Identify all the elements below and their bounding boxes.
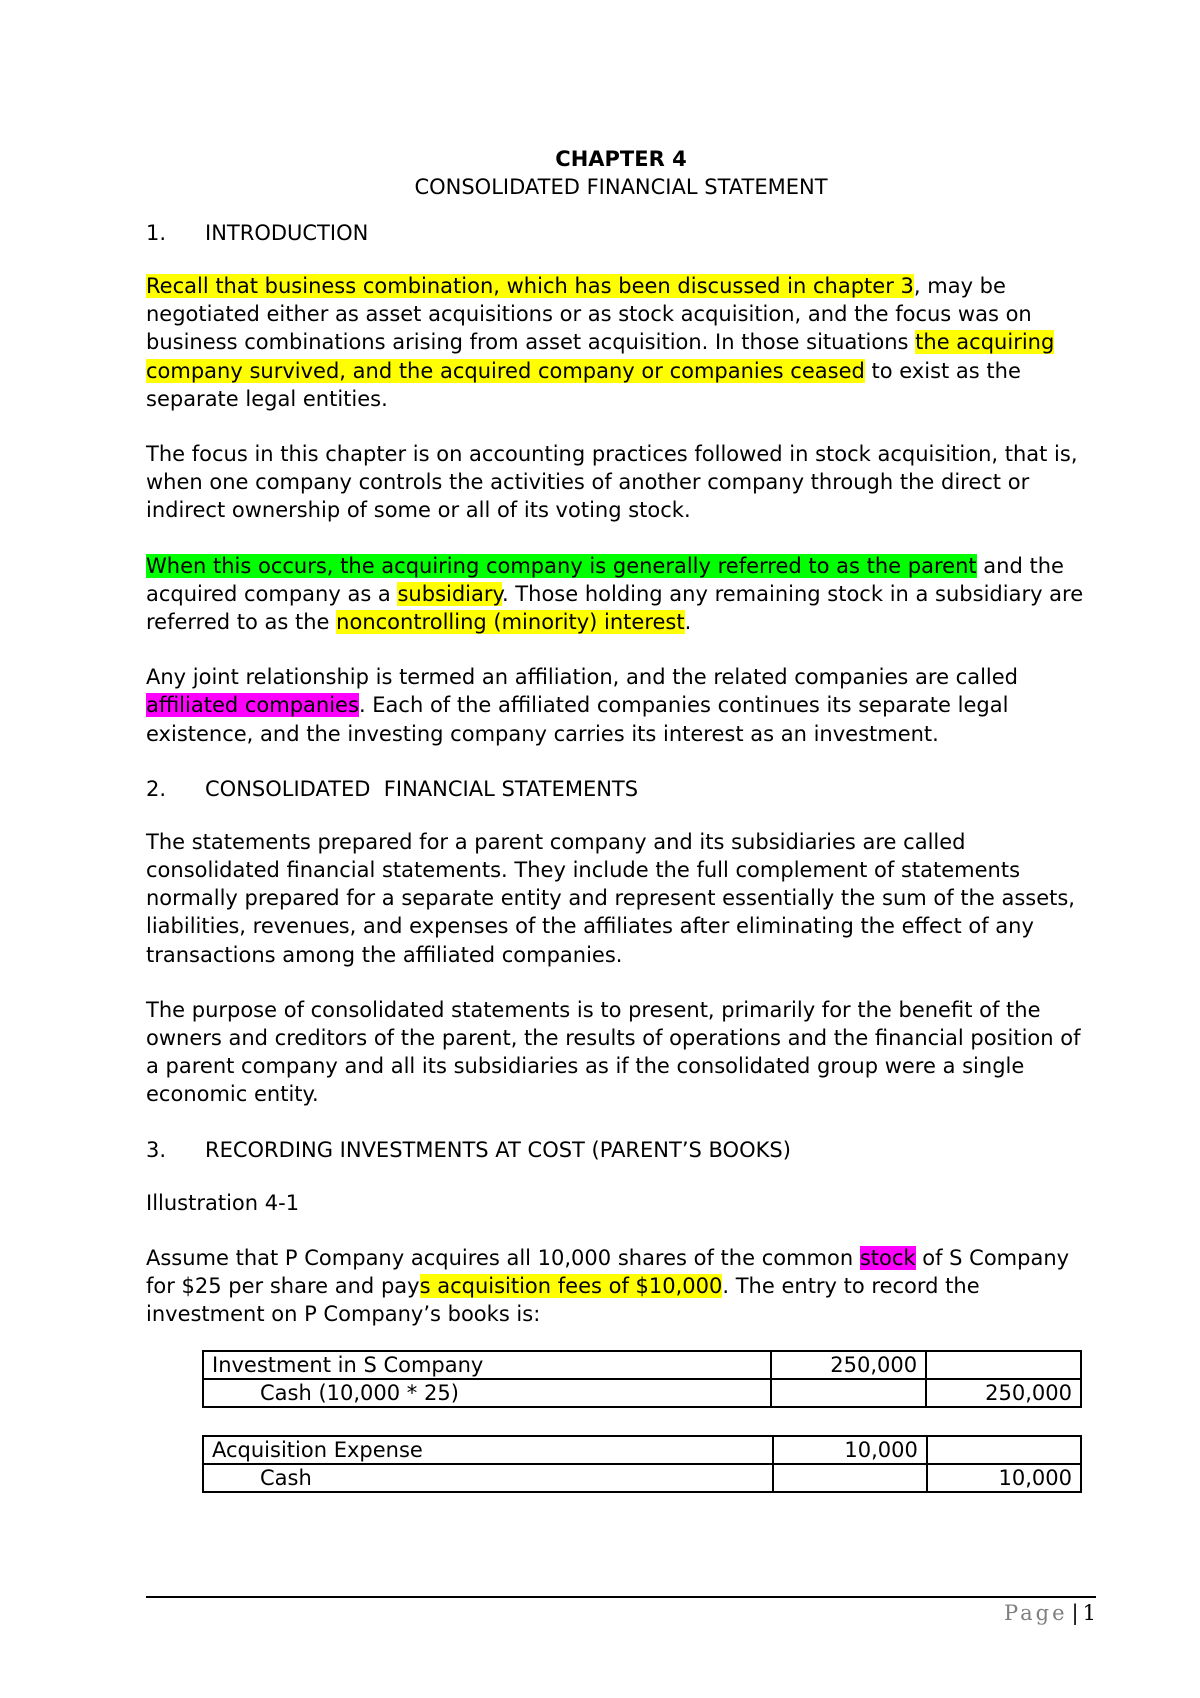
section-title: RECORDING INVESTMENTS AT COST (PARENT’S BOOKS) [205,1137,791,1162]
footer-separator: | [1071,1601,1079,1625]
highlighted-text: affiliated companies [146,693,359,718]
section-title: CONSOLIDATED FINANCIAL STATEMENTS [205,776,639,801]
highlighted-text: stock [859,1245,916,1270]
table-row [203,1436,1081,1464]
page-footer [1004,1601,1096,1625]
credit-account: Cash [203,1464,773,1492]
section-title: INTRODUCTION [205,221,369,245]
highlighted-text: the acquiring company survived, and the acquired company or companies ceased [146,330,1055,383]
credit-amount: 10,000 [927,1464,1081,1492]
paragraph-text: of S Company for $25 per share and pay [146,1245,1070,1299]
debit-amount-empty [771,1379,926,1407]
section-number: 3. [146,1137,167,1162]
page-number: 1 [1082,1601,1096,1625]
paragraph-text: . Those holding any remaining stock in a subsidiary are referred to as the [146,581,1084,635]
paragraph-statements: The statements prepared for a parent company and its subsidiaries are called consolidated financial statements. They include the full complement of statements normally prepared for a separate entity and represent essentially the sum of the assets, liabilities, revenues, and expenses of the affiliates after eliminating the effect of any transactions among the affiliated companies. [146,829,1075,967]
debit-amount-empty [773,1464,927,1492]
paragraph-text: Assume that P Company acquires all 10,000 shares of the common [146,1245,860,1270]
highlighted-text: subsidiary [397,581,502,606]
paragraph-text: Any joint relationship is termed an affiliation, and the related companies are called [146,665,1018,690]
paragraph-purpose: The purpose of consolidated statements is to present, primarily for the benefit of the owners and creditors of the parent, the results of operations and the financial position of a parent company and all its subsidiaries as if the consolidated group were a single economic entity. [146,997,1081,1107]
journal-entry-expense [202,1435,1082,1493]
section-number: 1. [146,221,167,245]
paragraph-focus: The focus in this chapter is on accounting practices followed in stock acquisition, that is, when one company controls the activities of another company through the direct or indirect ownership of some or all of its voting stock. [146,442,1078,523]
illustration-label: Illustration 4-1 [146,1190,300,1215]
debit-amount: 250,000 [771,1351,926,1379]
credit-amount: 250,000 [926,1379,1081,1407]
page-content [146,145,1096,1493]
section-heading-recording [146,1136,1096,1164]
table-row [203,1464,1081,1492]
paragraph-text: to exist as the separate legal entities. [146,358,1021,411]
table-row [203,1379,1081,1407]
table-row [203,1351,1081,1379]
footer-label: Page [1003,1601,1068,1625]
paragraph-text: , may be negotiated either as asset acquisitions or as stock acquisition, and the focus was on business combinations arising from asset acquisition. In those situations [146,274,1032,355]
highlighted-text: When this occurs, the acquiring company is generally referred to as the parent [146,553,977,578]
paragraph-text: . Each of the affiliated companies continues its separate legal existence, and the investing company carries its interest as an investment. [146,693,1009,746]
debit-account: Acquisition Expense [203,1436,773,1464]
highlighted-text: s acquisition fees of $10,000 [419,1274,723,1299]
paragraph-text: . The entry to record the investment on P Company’s books is: [146,1274,980,1327]
chapter-label: CHAPTER 4 [555,147,687,171]
debit-amount: 10,000 [773,1436,927,1464]
credit-account: Cash (10,000 * 25) [203,1379,771,1407]
paragraph-recall [146,272,1096,413]
paragraph-text: . [684,610,692,635]
chapter-title: CONSOLIDATED FINANCIAL STATEMENT [414,175,828,199]
credit-amount-empty [927,1436,1081,1464]
section-number: 2. [146,776,167,801]
paragraph-assume [146,1244,1096,1329]
debit-account: Investment in S Company [203,1351,771,1379]
footer-divider [146,1596,1096,1598]
highlighted-text: noncontrolling (minority) interest [336,610,685,635]
journal-entry-investment [202,1350,1082,1408]
section-heading-introduction [146,219,1096,247]
paragraph-affiliation [146,663,1096,748]
paragraph-text: and the acquired company as a [146,553,1064,606]
paragraph-parent [146,552,1096,637]
highlighted-text: Recall that business combination, which has been discussed in chapter 3 [146,274,914,298]
credit-amount-empty [926,1351,1081,1379]
section-heading-consolidated [146,775,1096,803]
